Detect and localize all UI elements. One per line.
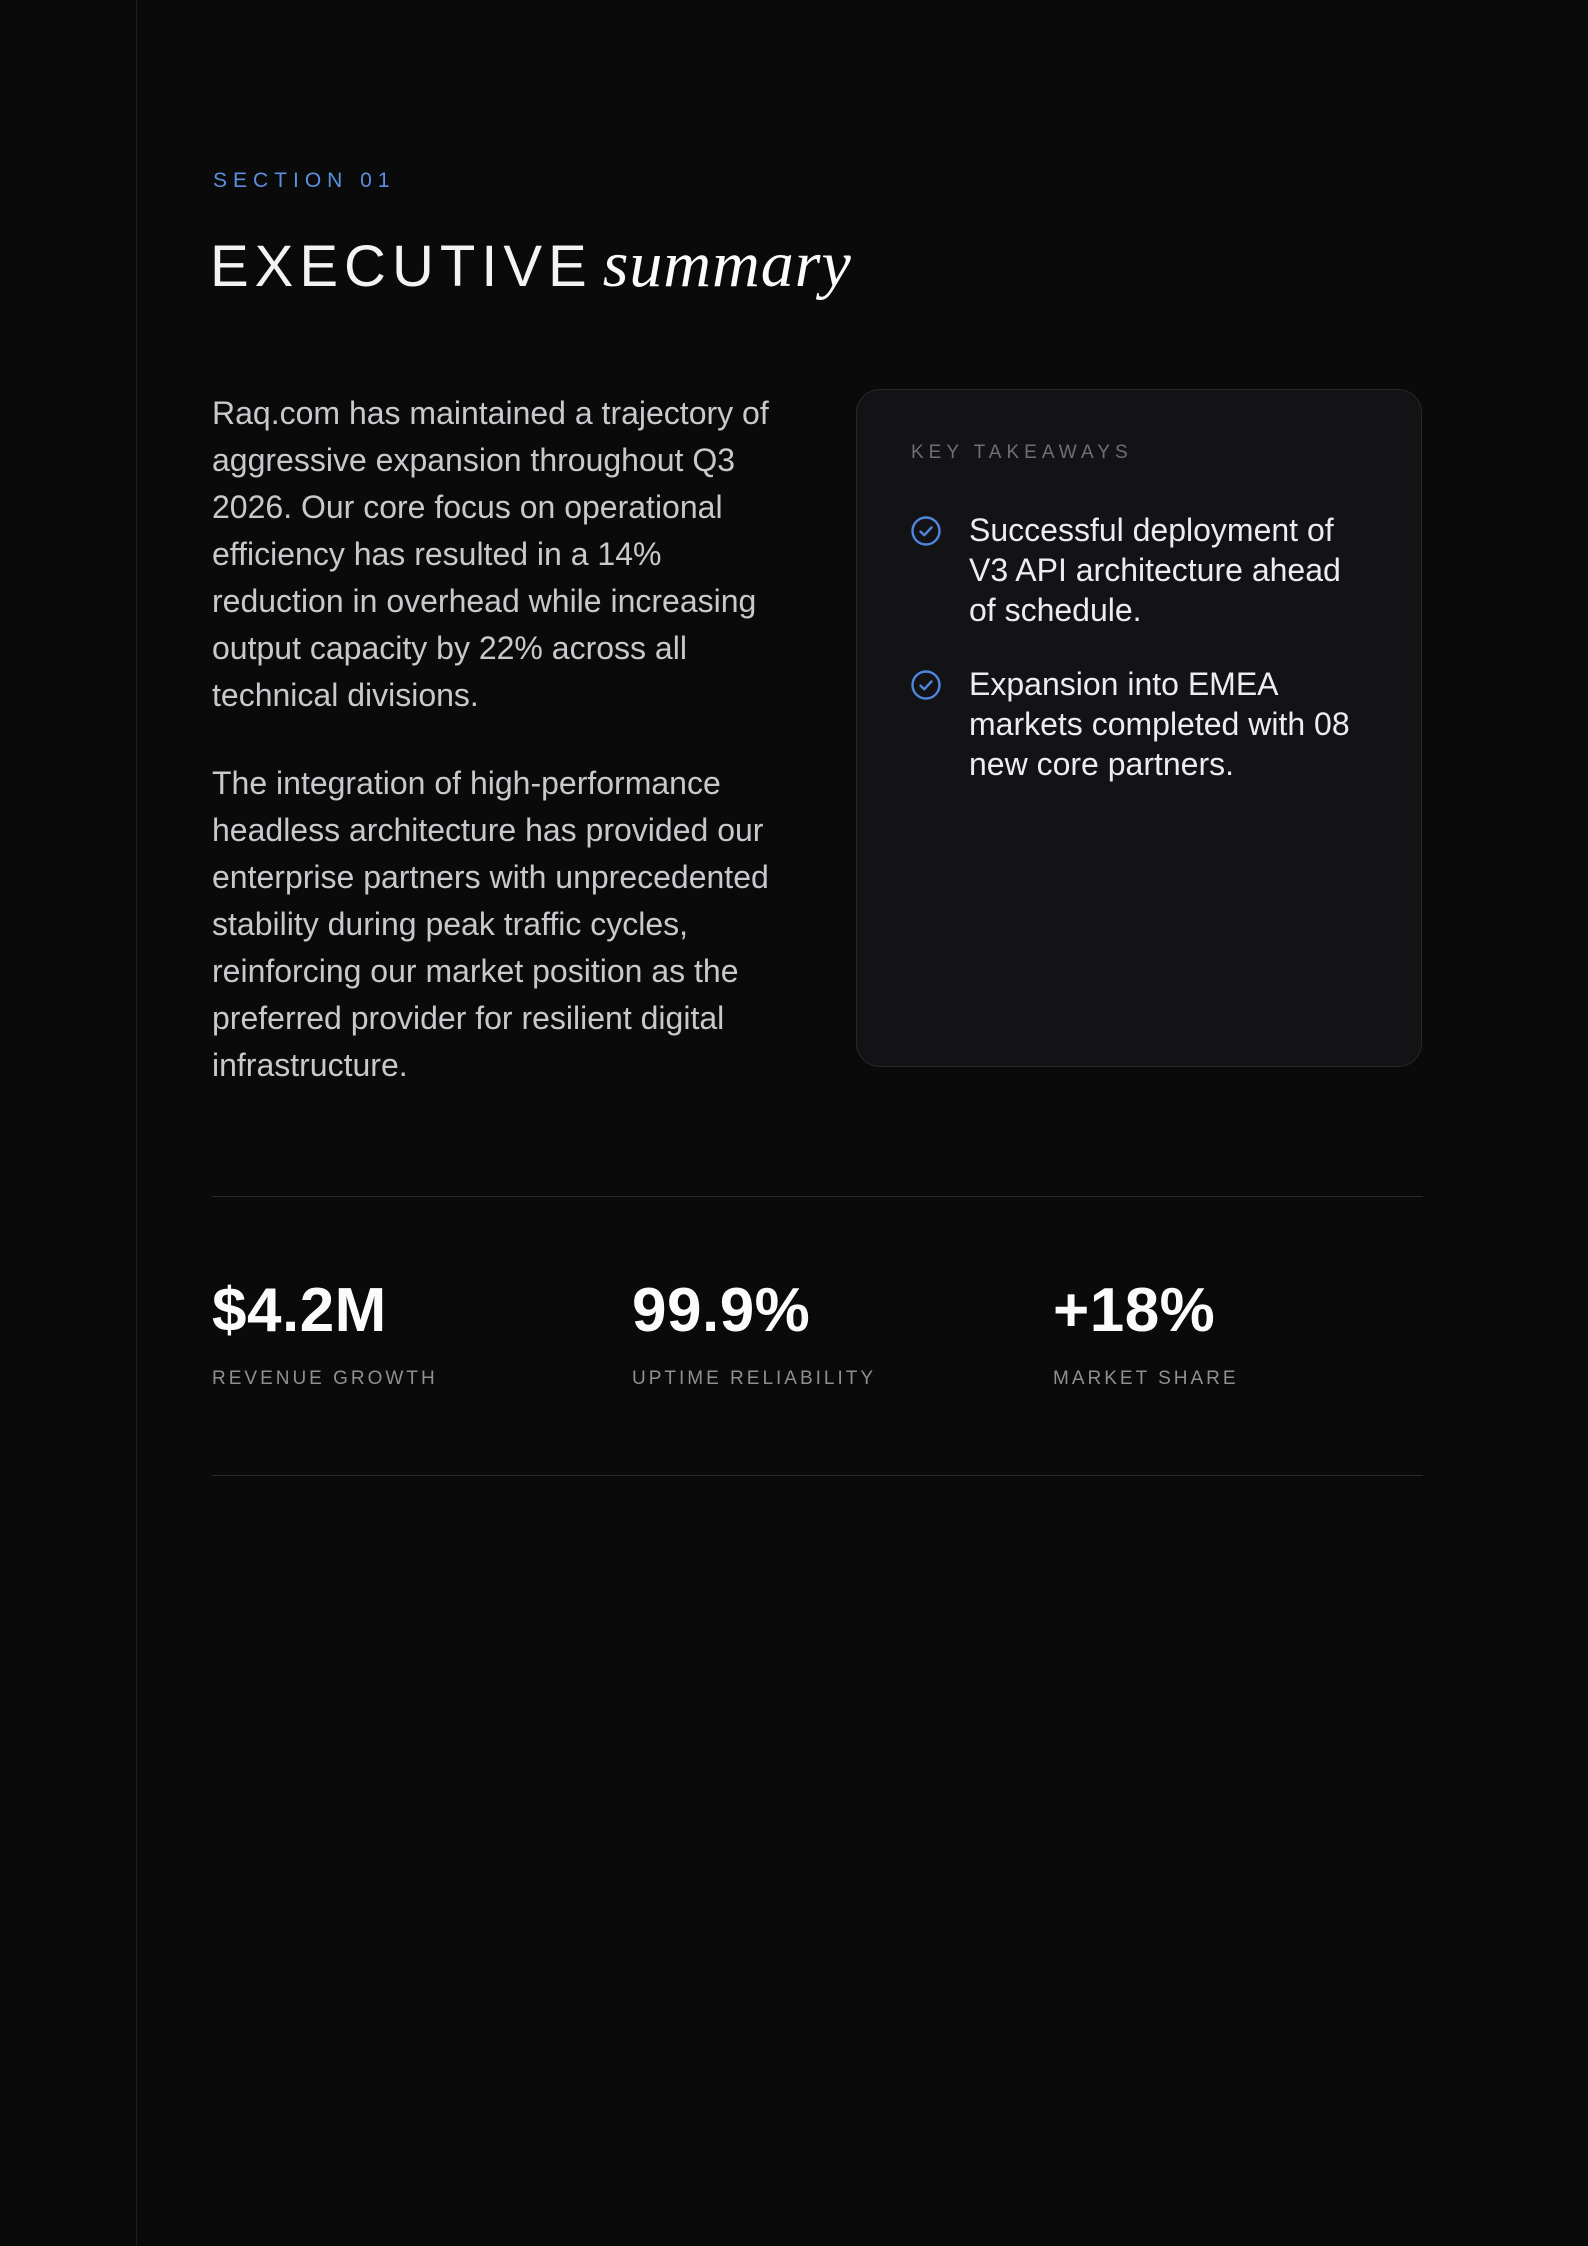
key-takeaways-heading: KEY TAKEAWAYS (911, 442, 1133, 463)
left-vertical-rule (136, 0, 137, 2246)
takeaway-item (911, 510, 1367, 630)
intro-paragraph-1: Raq.com has maintained a trajectory of aggressive expansion throughout Q3 2026. Our core focus on operational efficiency has resulted in a 14% reduction in overhead while increasing output capacity by 22% across all technical divisions. (212, 395, 769, 713)
takeaway-item (911, 664, 1367, 784)
stat-revenue-growth (212, 1276, 632, 1390)
stats-row (212, 1276, 1423, 1390)
intro-paragraph-2: The integration of high-performance headless architecture has provided our enterprise partners with unprecedented stability during peak traffic cycles, reinforcing our market position as the preferred provider for resilient digital infrastructure. (212, 765, 769, 1083)
stat-value: 99.9% (632, 1276, 811, 1345)
section-eyebrow: SECTION 01 (213, 169, 396, 192)
takeaway-text: Successful deployment of V3 API architecture ahead of schedule. (969, 512, 1341, 628)
key-takeaways-card (856, 389, 1422, 1067)
stat-uptime-reliability (632, 1276, 1053, 1390)
takeaway-text: Expansion into EMEA markets completed with 08 new core partners. (969, 666, 1350, 782)
check-circle-icon (911, 516, 941, 546)
page-title (210, 228, 852, 301)
stats-divider-bottom (212, 1475, 1423, 1476)
intro-text-column (212, 390, 790, 1130)
page-title-primary: EXECUTIVE (210, 234, 593, 299)
stat-label: REVENUE GROWTH (212, 1368, 438, 1389)
stat-value: $4.2M (212, 1276, 387, 1345)
page-title-secondary: summary (602, 228, 852, 301)
stat-label: MARKET SHARE (1053, 1368, 1239, 1389)
stats-divider-top (212, 1196, 1423, 1197)
check-circle-icon (911, 670, 941, 700)
stat-label: UPTIME RELIABILITY (632, 1368, 877, 1389)
takeaways-list (911, 510, 1367, 784)
stat-market-share (1053, 1276, 1423, 1390)
stat-value: +18% (1053, 1276, 1216, 1345)
